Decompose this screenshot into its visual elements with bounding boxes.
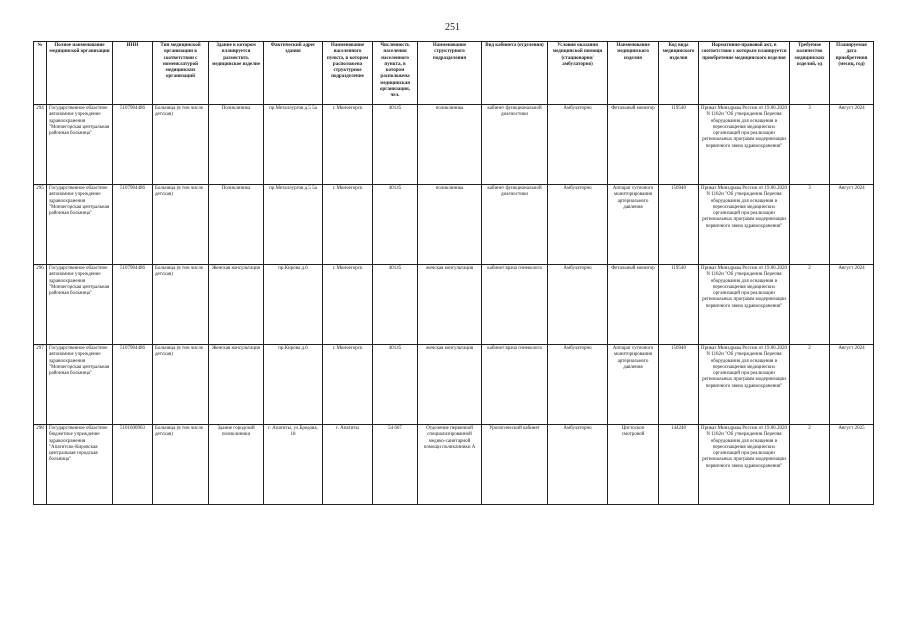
cell-locality: г. Мончегорск <box>323 265 373 345</box>
cell-legal-act: Приказ Минздрава России от 19.06.2020 N 1182н "Об утверждении Перечня оборудования для оснащения и переоснащения медицинских организаций при реализации региональных программ модернизации первичного звена здравоохранения" <box>699 185 790 265</box>
cell-device-code: 119540 <box>659 265 699 345</box>
cell-conditions: Амбулаторно <box>548 185 608 265</box>
cell-number: 295 <box>34 185 47 265</box>
cell-date: Август 2025 <box>830 425 874 505</box>
cell-quantity: 3 <box>790 185 830 265</box>
col-header-device-code: Код вида медицинского изделия <box>659 42 699 105</box>
col-header-legal-act: Нормативно-правовой акт, в соответствии с которым планируется приобретение медицинского изделия <box>699 42 790 105</box>
col-header-org-type: Тип медицинской организации в соответствии с номенклатурой медицинских организаций <box>153 42 209 105</box>
cell-legal-act: Приказ Минздрава России от 19.06.2020 N 1182н "Об утверждении Перечня оборудования для оснащения и переоснащения медицинских организаций при реализации региональных программ модернизации первичного звена здравоохранения" <box>699 265 790 345</box>
page-number: 251 <box>445 22 460 33</box>
cell-inn: 5107904486 <box>113 345 153 425</box>
col-header-locality: Наименование населенного пункта, в котором расположена структурное подразделение <box>323 42 373 105</box>
cell-cabinet: кабинет функциональной диагностики <box>482 185 548 265</box>
cell-building: Поликлиника <box>209 185 264 265</box>
cell-population: 40145 <box>373 265 418 345</box>
cell-inn: 5107904486 <box>113 185 153 265</box>
cell-device-code: 156940 <box>659 345 699 425</box>
cell-building: Женская консультация <box>209 265 264 345</box>
table-row <box>34 105 874 185</box>
table-header-row <box>34 42 874 105</box>
cell-org-type: Больница (в том числе детская) <box>153 265 209 345</box>
col-header-subdivision: Наименование структурного подразделения <box>418 42 482 105</box>
cell-device: Аппарат суточного мониторирования артериального давления <box>608 345 659 425</box>
cell-address: пр.Металлургов д.5 5а <box>264 105 323 185</box>
cell-inn: 5107904486 <box>113 105 153 185</box>
cell-population: 40145 <box>373 345 418 425</box>
cell-address: пр.Кирова д.6 <box>264 265 323 345</box>
cell-cabinet: кабинет врача гинеколога <box>482 345 548 425</box>
cell-address: пр.Кирова д.6 <box>264 345 323 425</box>
cell-device: Цистоскоп смотровой <box>608 425 659 505</box>
cell-device: Фетальный монитор <box>608 105 659 185</box>
cell-quantity: 2 <box>790 345 830 425</box>
cell-subdivision: поликлиника <box>418 185 482 265</box>
cell-device-code: 156940 <box>659 185 699 265</box>
cell-org-name: Государственное областное автономное учреждение здравоохранения "Мончегорская центральная районная больница" <box>47 185 113 265</box>
cell-org-type: Больница (в том числе детская) <box>153 185 209 265</box>
cell-locality: г. Апатиты <box>323 425 373 505</box>
cell-legal-act: Приказ Минздрава России от 19.06.2020 N 1182н "Об утверждении Перечня оборудования для оснащения и переоснащения медицинских организаций при реализации региональных программ модернизации первичного звена здравоохранения" <box>699 425 790 505</box>
cell-number: 294 <box>34 105 47 185</box>
cell-building: Поликлиника <box>209 105 264 185</box>
cell-building: Здание городской поликлиники <box>209 425 264 505</box>
table-row <box>34 425 874 505</box>
cell-subdivision: Отделение первичной специализированной медико-санитарной помощи поликлиники А <box>418 425 482 505</box>
cell-locality: г. Мончегорск <box>323 345 373 425</box>
cell-address: г. Апатиты, ул.Бредова, 18 <box>264 425 323 505</box>
cell-device: Аппарат суточного мониторирования артериального давления <box>608 185 659 265</box>
cell-org-name: Государственное областное бюджетное учреждение здравоохранения "Апатитско-Кировская центральная городская больница" <box>47 425 113 505</box>
cell-cabinet: кабинет врача гинеколога <box>482 265 548 345</box>
cell-number: 298 <box>34 425 47 505</box>
cell-inn: 5101600963 <box>113 425 153 505</box>
cell-org-name: Государственное областное автономное учреждение здравоохранения "Мончегорская центральная районная больница" <box>47 265 113 345</box>
cell-legal-act: Приказ Минздрава России от 19.06.2020 N 1182н "Об утверждении Перечня оборудования для оснащения и переоснащения медицинских организаций при реализации региональных программ модернизации первичного звена здравоохранения" <box>699 105 790 185</box>
cell-conditions: Амбулаторно <box>548 425 608 505</box>
cell-conditions: Амбулаторно <box>548 345 608 425</box>
cell-subdivision: поликлиника <box>418 105 482 185</box>
table-row <box>34 185 874 265</box>
cell-legal-act: Приказ Минздрава России от 19.06.2020 N 1182н "Об утверждении Перечня оборудования для оснащения и переоснащения медицинских организаций при реализации региональных программ модернизации первичного звена здравоохранения" <box>699 345 790 425</box>
cell-locality: г. Мончегорск <box>323 185 373 265</box>
col-header-cabinet: Вид кабинета (отделения) <box>482 42 548 105</box>
cell-date: Август 2024 <box>830 265 874 345</box>
cell-date: Август 2024 <box>830 345 874 425</box>
cell-org-type: Больница (в том числе детская) <box>153 425 209 505</box>
col-header-device: Наименование медицинского изделия <box>608 42 659 105</box>
cell-org-type: Больница (в том числе детская) <box>153 105 209 185</box>
cell-address: пр.Металлургов д.5 5а <box>264 185 323 265</box>
cell-cabinet: кабинет функциональной диагностики <box>482 105 548 185</box>
cell-subdivision: женская консультация <box>418 265 482 345</box>
cell-quantity: 2 <box>790 425 830 505</box>
cell-org-name: Государственное областное автономное учреждение здравоохранения "Мончегорская центральная районная больница" <box>47 345 113 425</box>
col-header-population: Численность населения населенного пункта, в котором расположена медицинская организация, чел. <box>373 42 418 105</box>
cell-conditions: Амбулаторно <box>548 265 608 345</box>
table-row <box>34 265 874 345</box>
cell-quantity: 2 <box>790 265 830 345</box>
table-row <box>34 345 874 425</box>
cell-number: 296 <box>34 265 47 345</box>
cell-cabinet: Урологический кабинет <box>482 425 548 505</box>
col-header-quantity: Требуемое количество медицинских изделий, ед <box>790 42 830 105</box>
equipment-table <box>33 41 874 505</box>
cell-conditions: Амбулаторно <box>548 105 608 185</box>
cell-population: 40145 <box>373 105 418 185</box>
col-header-number: № <box>34 42 47 105</box>
cell-locality: г. Мончегорск <box>323 105 373 185</box>
cell-date: Август 2024 <box>830 185 874 265</box>
cell-date: Август 2024 <box>830 105 874 185</box>
cell-population: 54 667 <box>373 425 418 505</box>
col-header-conditions: Условия оказания медицинской помощи (стационарно/амбулаторно) <box>548 42 608 105</box>
col-header-address: Фактический адрес здания <box>264 42 323 105</box>
cell-subdivision: женская консультация <box>418 345 482 425</box>
cell-building: Женская консультация <box>209 345 264 425</box>
cell-population: 40145 <box>373 185 418 265</box>
cell-inn: 5107904486 <box>113 265 153 345</box>
col-header-date: Планируемая дата приобретения (месяц, год) <box>830 42 874 105</box>
cell-org-type: Больница (в том числе детская) <box>153 345 209 425</box>
col-header-inn: ИНН <box>113 42 153 105</box>
cell-device: Фетальный монитор <box>608 265 659 345</box>
cell-device-code: 119540 <box>659 105 699 185</box>
cell-number: 297 <box>34 345 47 425</box>
cell-device-code: 144240 <box>659 425 699 505</box>
col-header-building: Здание в котором планируется разместить медицинское изделие <box>209 42 264 105</box>
cell-org-name: Государственное областное автономное учреждение здравоохранения "Мончегорская центральная районная больница" <box>47 105 113 185</box>
cell-quantity: 3 <box>790 105 830 185</box>
col-header-org-name: Полное наименование медицинской организации <box>47 42 113 105</box>
